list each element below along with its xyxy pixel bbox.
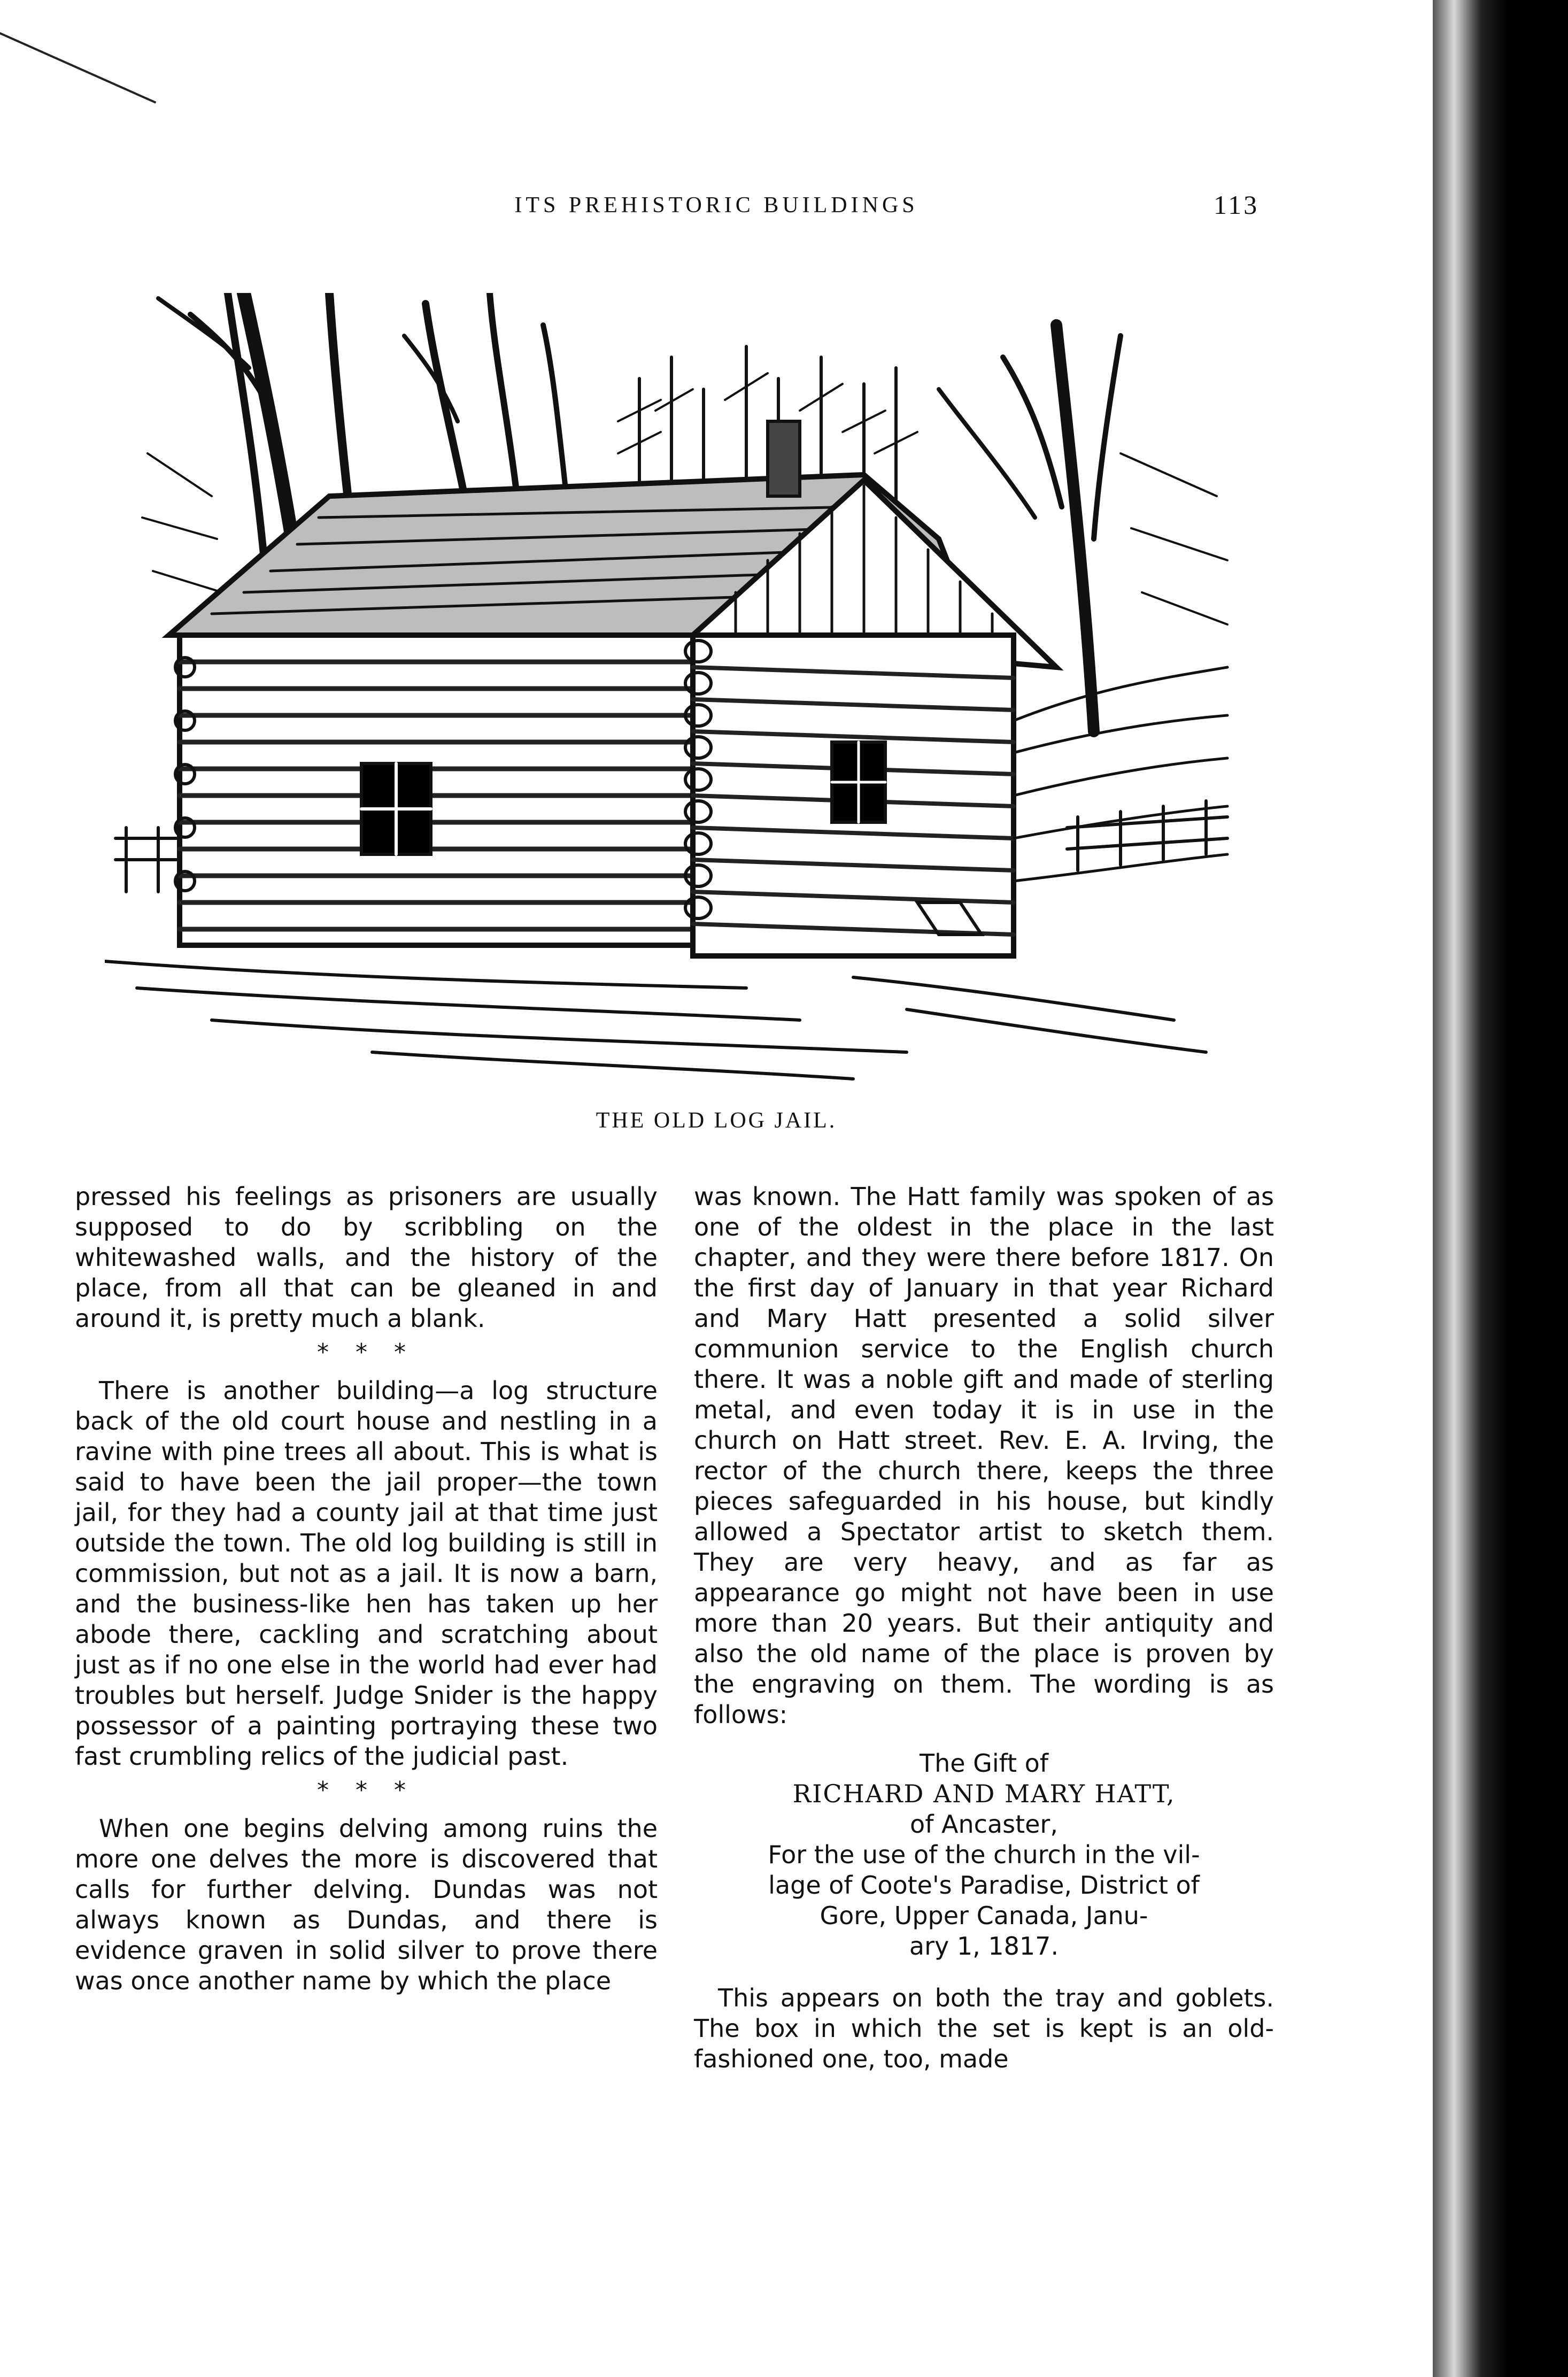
section-separator: * * *	[317, 1777, 415, 1804]
log-jail-illustration	[105, 293, 1232, 1084]
right-paragraph-2: This appears on both the tray and goblets. The box in which the set is kept is an old-fashioned one, too, made	[694, 1984, 1274, 2073]
right-column	[694, 1182, 1274, 2074]
page-header	[0, 192, 1433, 225]
right-paragraph-1: was known. The Hatt family was spoken of as one of the oldest in the place in the last chapter, and they were there before 1817. On the first day of January in that year Richard and Mary Hatt presented a solid silver communion service to the English church there. It was a noble gift and made of sterling metal, and even today it is in use in the church on Hatt street. Rev. E. A. Irving, the rector of the church there, keeps the three pieces safeguarded in his house, but kindly allowed a Spectator artist to sketch them. They are very heavy, and as far as appearance go might not have been in use more than 20 years. But their antiquity and also the old name of the place is proven by the engraving on them. The wording is as follows:	[694, 1182, 1274, 1729]
left-paragraph-1: pressed his feelings as prisoners are usually supposed to do by scribbling on the whitewashed walls, and the history of the place, from all that can be gleaned in and around it, is pretty much a blank.	[75, 1182, 658, 1333]
book-binding-edge	[1433, 0, 1568, 2377]
inscription-line: of Ancaster,	[910, 1810, 1058, 1839]
inscription-donor-names: RICHARD AND MARY HATT,	[792, 1779, 1176, 1808]
running-head: ITS PREHISTORIC BUILDINGS	[514, 193, 918, 218]
scan-artifact-line	[0, 32, 156, 104]
left-paragraph-3: When one begins delving among ruins the more one delves the more is discovered that calls for further delving. Dundas was not always known as Dundas, and there is evidence graven in solid silver to prove there was once another name by which the place	[75, 1814, 658, 1995]
inscription-line: ary 1, 1817.	[909, 1932, 1059, 1961]
section-separator: * * *	[317, 1339, 415, 1366]
page-number: 113	[1214, 190, 1260, 220]
silver-inscription	[694, 1748, 1274, 1962]
inscription-line: lage of Coote's Paradise, District of	[768, 1871, 1200, 1900]
inscription-line: Gore, Upper Canada, Janu-	[820, 1901, 1148, 1930]
illustration-caption: THE OLD LOG JAIL.	[596, 1108, 837, 1133]
inscription-line: For the use of the church in the vil-	[768, 1840, 1200, 1869]
left-paragraph-2: There is another building—a log structure back of the old court house and nestling in a ravine with pine trees all about. This is what is said to have been the jail proper—the town jail, for they had a county jail at that time just outside the town. The old log building is still in commission, but not as a jail. It is now a barn, and the business-like hen has taken up her abode there, cackling and scratching about just as if no one else in the world had ever had troubles but herself. Judge Snider is the happy possessor of a painting portraying these two fast crumbling relics of the judicial past.	[75, 1376, 658, 1771]
left-column	[75, 1182, 658, 1996]
inscription-line: The Gift of	[920, 1749, 1048, 1778]
